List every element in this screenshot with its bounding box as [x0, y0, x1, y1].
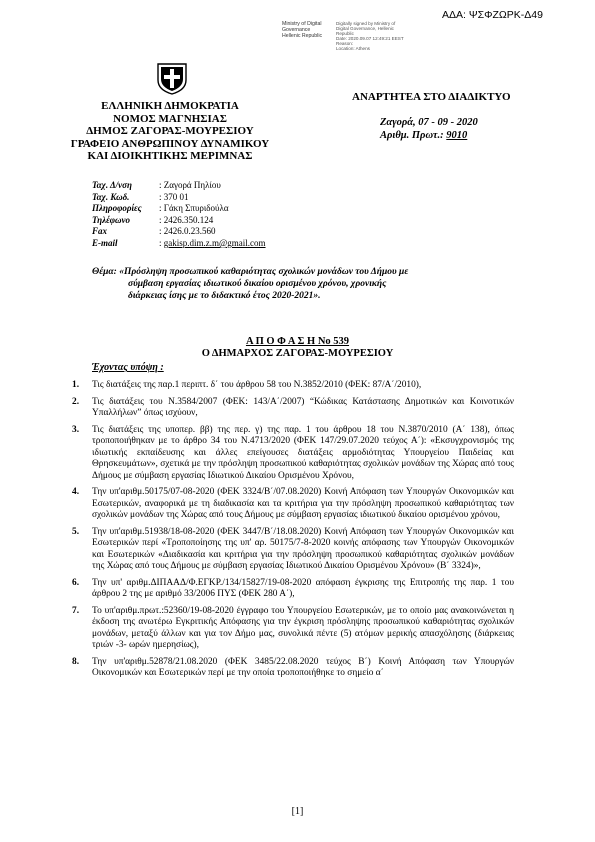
- item-text: Την υπ' αριθμ.ΔΙΠΑΑΔ/Φ.ΕΓΚΡ./134/15827/19-08-2020 απόφαση έγκρισης της Επιτροπής της παρ. 1 του άρθρου 2 της με αριθμό 33/2006 ΠΥΣ (ΦΕΚ 280 Α΄),: [92, 577, 514, 599]
- contact-label: Ταχ. Δ/νση: [92, 180, 132, 190]
- contact-label: Fax: [92, 226, 108, 237]
- item-text: Την υπ'αριθμ.51938/18-08-2020 (ΦΕΚ 3447/Β΄/18.08.2020) Κοινή Απόφαση των Υπουργών Οικονομικών και Εσωτερικών περί «Τροποποίησης της υπ' αρ. 50175/7-8-2020 κοινής απόφασης των Υπουργών Οικονομικών και Εσωτερικών «Διαδικασία και κριτήρια για την πρόσληψη προσωπικού καθαριότητας σχολικών μονάδων της Χώρας από τους Δήμους με σύμβαση εργασίας Ιδιωτικού Δικαίου Ορισμένου Χρόνου» (Β΄ 3324)»,: [92, 526, 514, 571]
- item-number: 4.: [72, 487, 80, 497]
- subject-label: Θέμα:: [92, 267, 120, 277]
- item-number: 1.: [72, 380, 80, 390]
- coat-of-arms-icon: [155, 61, 189, 95]
- contact-value: : 370 01: [159, 191, 189, 202]
- item-text: Τις διατάξεις της υποπερ. ββ) της περ. γ) της παρ. 1 του άρθρου 18 του Ν.3870/2010 (Α΄ 138), όπως τροποποιήθηκαν με το άρθρο 34 του Ν.4713/2020 (ΦΕΚ 147/29.07.2020 τεύχος Α΄): «Εκσυγχρονισμός της ιδιωτικής εκπαίδευσης και άλλες επείγουσες διατάξεις αρμοδιότητας Υπουργείου Παιδείας και Θρησκευμάτων», σχετικά με την πρόσληψη προσωπικού καθαριότητας σχολικών μονάδων της Χώρας από τους Δήμους με σύμβαση εργασίας Ιδιωτικού Δικαίου Ορισμένου Χρόνου,: [92, 424, 514, 481]
- protocol-number: 9010: [446, 129, 468, 141]
- list-item: [72, 527, 514, 573]
- subject-line: σύμβαση εργασίας ιδιωτικού δικαίου ορισμένου χρόνου, χρονικής: [128, 279, 387, 289]
- contact-value: : Γάκη Σπυριδούλα: [159, 203, 229, 214]
- item-text: Τις διατάξεις του Ν.3584/2007 (ΦΕΚ: 143/Α΄/2007) “Κώδικας Κατάστασης Δημοτικών και Κοινοτικών Υπαλλήλων” όπως ισχύουν,: [92, 396, 514, 418]
- contact-value: : Ζαγορά Πηλίου: [159, 180, 221, 190]
- protocol-line: [380, 130, 478, 143]
- protocol-label: Αριθμ. Πρωτ.:: [380, 129, 447, 141]
- issuer-header: [40, 100, 300, 163]
- subject-line: διάρκειας ίσης με το διδακτικό έτος 2020-2021».: [128, 291, 321, 301]
- issuer-line: ΝΟΜΟΣ ΜΑΓΝΗΣΙΑΣ: [113, 112, 227, 125]
- item-text: Την υπ'αριθμ.50175/07-08-2020 (ΦΕΚ 3324/Β΄/07.08.2020) Κοινή Απόφαση των Υπουργών Οικονομικών και Εσωτερικών, αναφορικά με τη διαδικασία και τα κριτήρια για την πρόσληψη προσωπικού καθαριότητας των σχολικών μονάδων της Χώρας από τους Δήμους με σύμβαση εργασίας ιδιωτικού δικαίου ορισμένου χρόνου,: [92, 487, 514, 520]
- signature-detail: Digital Governance, Hellenic: [336, 26, 394, 32]
- item-number: 3.: [72, 424, 80, 435]
- issuer-line: ΚΑΙ ΔΙΟΙΚΗΤΙΚΗΣ ΜΕΡΙΜΝΑΣ: [87, 150, 253, 162]
- having-considered-heading: Έχοντας υπόψη :: [92, 362, 164, 373]
- contact-value: : 2426.0.23.560: [159, 226, 216, 237]
- contact-row: [92, 192, 266, 204]
- decision-subtitle: Ο ΔΗΜΑΡΧΟΣ ΖΑΓΟΡΑΣ-ΜΟΥΡΕΣΙΟΥ: [201, 348, 394, 359]
- contact-row: [92, 238, 266, 250]
- list-item: [72, 380, 514, 392]
- contact-row: [92, 203, 266, 215]
- list-item: [72, 425, 514, 483]
- issuer-line: ΕΛΛΗΝΙΚΗ ΔΗΜΟΚΡΑΤΙΑ: [101, 100, 239, 112]
- list-item: [72, 397, 514, 420]
- place-date: Ζαγορά, 07 - 09 - 2020: [380, 117, 478, 128]
- issuer-line: ΔΗΜΟΣ ΖΑΓΟΡΑΣ-ΜΟΥΡΕΣΙΟΥ: [86, 125, 254, 137]
- contact-label: Ταχ. Κωδ.: [92, 191, 130, 202]
- contact-label: E-mail: [92, 237, 118, 248]
- signature-detail: Republic: [336, 31, 354, 37]
- publish-notice: ΑΝΑΡΤΗΤΕΑ ΣΤΟ ΔΙΑΔΙΚΤΥΟ: [352, 91, 511, 103]
- list-item: [72, 657, 514, 680]
- item-text: Τις διατάξεις της παρ.1 περιπτ. δ΄ του άρθρου 58 του Ν.3852/2010 (ΦΕΚ: 87/Α΄/2010),: [92, 380, 422, 390]
- issuer-line: ΓΡΑΦΕΙΟ ΑΝΘΡΩΠΙΝΟΥ ΔΥΝΑΜΙΚΟΥ: [70, 137, 270, 150]
- considerations-list: [72, 380, 514, 685]
- item-text: Την υπ'αριθμ.52878/21.08.2020 (ΦΕΚ 3485/22.08.2020 τεύχος Β΄) Κοινή Απόφαση των Υπουργών Οικονομικών και Εσωτερικών περί με την οποία τροποποιήθηκε το σημείο α΄: [92, 656, 514, 678]
- item-text: Το υπ'αριθμ.πρωτ.:52360/19-08-2020 έγγραφο του Υπουργείου Εσωτερικών, με το οποίο μας ανακοινώνεται η έκδοση της ανωτέρω Εγκριτικής Απόφασης για την έγκριση πρόσληψης προσωπικού καθαριότητας σχολικών μονάδων, μεταξύ άλλων και για τον Δήμο μας, συνολικά πέντε (5) ατόμων μερικής απασχόλησης (διάρκειας τριών -3- ωρών ημερησίως),: [92, 605, 514, 650]
- contact-row: [92, 180, 266, 192]
- subject-block: [92, 266, 512, 302]
- signature-detail: Reason:: [336, 41, 354, 47]
- decision-title: Α Π Ο Φ Α Σ Η Νο 539: [245, 336, 350, 347]
- signature-line: Ministry of Digital: [282, 21, 322, 27]
- page-number: [1]: [291, 806, 304, 817]
- signature-detail: Digitally signed by Ministry of: [336, 21, 396, 26]
- contact-value: : 2426.350.124: [159, 214, 214, 225]
- item-number: 7.: [72, 605, 80, 616]
- decision-heading: [0, 336, 595, 360]
- item-number: 8.: [72, 656, 80, 667]
- item-number: 6.: [72, 577, 80, 588]
- item-number: 5.: [72, 526, 80, 537]
- date-protocol: [380, 117, 478, 142]
- contact-row: [92, 226, 266, 238]
- signature-stamp-left: [282, 21, 322, 40]
- list-item: [72, 578, 514, 601]
- signature-stamp-right: [336, 21, 404, 52]
- contact-label: Τηλέφωνο: [92, 214, 131, 225]
- list-item: [72, 606, 514, 652]
- contact-label: Πληροφορίες: [92, 203, 142, 214]
- item-number: 2.: [72, 396, 80, 407]
- subject-line: «Πρόσληψη προσωπικού καθαριότητας σχολικών μονάδων του Δήμου με: [119, 267, 409, 277]
- signature-line: Hellenic Republic: [282, 33, 323, 40]
- contact-colon: :: [159, 237, 164, 248]
- signature-detail: Location: Athens: [336, 46, 370, 52]
- email-link[interactable]: gakisp.dim.z.m@gmail.com: [163, 237, 266, 248]
- contact-details: [92, 180, 266, 250]
- ada-code: ΑΔΑ: ΨΣΦΖΩΡΚ-Δ49: [442, 9, 543, 21]
- contact-value: [157, 238, 266, 250]
- contact-row: [92, 215, 266, 227]
- list-item: [72, 487, 514, 522]
- signature-line: Governance: [282, 27, 311, 34]
- signature-detail: Date: 2020.09.07 12:49:21 EEST: [336, 36, 404, 42]
